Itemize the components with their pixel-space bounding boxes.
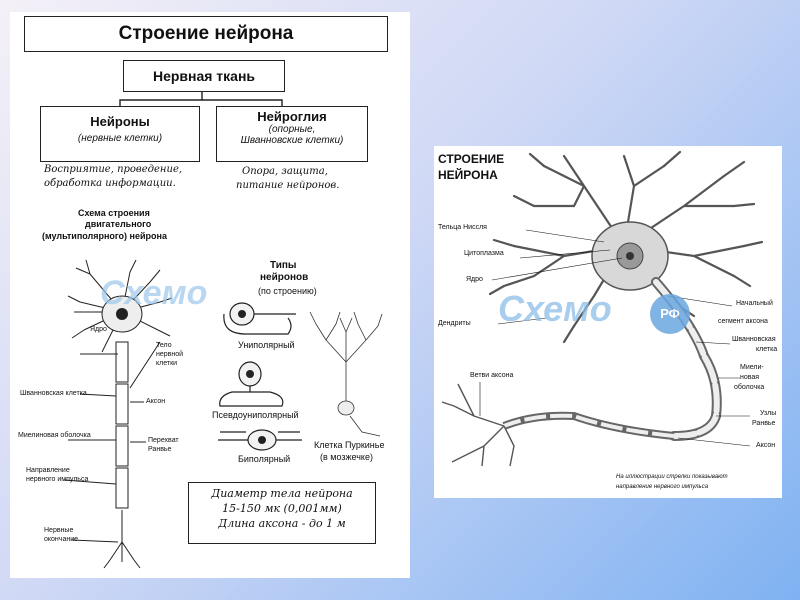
label-ranvier-right-1: Узлы <box>760 410 777 417</box>
neurons-desc-1: Восприятие, проведение, <box>44 164 183 175</box>
label-axon-right: Аксон <box>756 442 776 449</box>
label-nissl: Тельца Ниссля <box>438 224 487 231</box>
size-info-box <box>188 482 376 544</box>
label-dendrites-right: Дендриты <box>438 320 471 327</box>
scheme-title-2: двигательного <box>85 219 152 229</box>
glia-desc-2: питание нейронов. <box>236 180 340 191</box>
watermark-badge <box>650 294 690 334</box>
type-bipolar: Биполярный <box>238 454 291 464</box>
label-ending-2: окончание <box>44 536 79 543</box>
glia-sub2: Шванновские клетки) <box>240 135 344 146</box>
type-pseudounipolar: Псевдоуниполярный <box>212 410 299 420</box>
right-title-2: НЕЙРОНА <box>438 168 498 182</box>
label-direction-2: нервного импульса <box>26 476 89 483</box>
type-purkinje-1: Клетка Пуркинье <box>314 440 385 450</box>
scheme-title-1: Схема строения <box>78 208 150 218</box>
label-schwann-left: Шванновская клетка <box>20 390 87 397</box>
label-nucleus-right: Ядро <box>466 276 483 283</box>
watermark-right: Схемо <box>498 288 612 329</box>
label-myelin-right-2: новая <box>740 374 760 381</box>
label-body-1: Тело <box>156 342 172 349</box>
type-unipolar: Униполярный <box>238 340 295 350</box>
label-body-3: клетки <box>156 360 178 367</box>
types-title-1: Типы <box>270 260 297 271</box>
label-body-2: нервной <box>156 351 184 358</box>
label-initial-segment-1: Начальный <box>736 300 773 307</box>
watermark-left: Схемо <box>100 274 208 312</box>
size-line-3: Длина аксона - до 1 м <box>218 517 346 530</box>
label-schwann-right-2: клетка <box>756 346 778 353</box>
left-figure <box>10 12 410 578</box>
size-line-1: Диаметр тела нейрона <box>211 487 353 500</box>
label-ranvier-2: Ранвье <box>148 446 172 453</box>
neurons-sub: (нервные клетки) <box>77 133 163 144</box>
label-cytoplasm: Цитоплазма <box>464 250 504 257</box>
glia-title: Нейроглия <box>257 109 327 124</box>
watermark-badge-text: РФ <box>660 306 680 321</box>
right-figure <box>434 146 782 498</box>
label-axon-left: Аксон <box>146 398 166 405</box>
label-myelin-left: Миелиновая оболочка <box>18 432 91 439</box>
glia-sub1: (опорные, <box>268 124 316 135</box>
label-initial-segment-2: сегмент аксона <box>718 318 768 325</box>
note-line-2: направление нервного импульса <box>616 484 709 490</box>
label-schwann-right-1: Шванновская <box>732 336 776 343</box>
label-ranvier-1: Перехват <box>148 437 179 444</box>
types-title-2: нейронов <box>260 272 309 283</box>
neurons-desc-2: обработка информации. <box>44 178 176 189</box>
label-nucleus-left: Ядро <box>90 326 107 333</box>
page-title: Строение нейрона <box>118 23 294 44</box>
size-line-2: 15-150 мк (0,001мм) <box>222 502 342 515</box>
label-ranvier-right-2: Ранвье <box>752 420 776 427</box>
label-direction-1: Направление <box>26 467 70 474</box>
scheme-title-3: (мультиполярного) нейрона <box>42 231 167 241</box>
glia-desc-1: Опора, защита, <box>242 166 328 177</box>
label-axon-branches: Ветви аксона <box>470 372 514 379</box>
label-myelin-right-1: Миели- <box>740 364 764 371</box>
label-myelin-right-3: оболочка <box>734 384 765 391</box>
root-label: Нервная ткань <box>152 68 256 84</box>
note-line-1: На иллюстрации стрелки показывают <box>616 474 728 480</box>
label-ending-1: Нервные <box>44 527 74 534</box>
neurons-title: Нейроны <box>90 114 150 129</box>
type-purkinje-2: (в мозжечке) <box>320 452 373 462</box>
right-title-1: СТРОЕНИЕ <box>438 152 505 166</box>
types-title-3: (по строению) <box>258 286 317 296</box>
